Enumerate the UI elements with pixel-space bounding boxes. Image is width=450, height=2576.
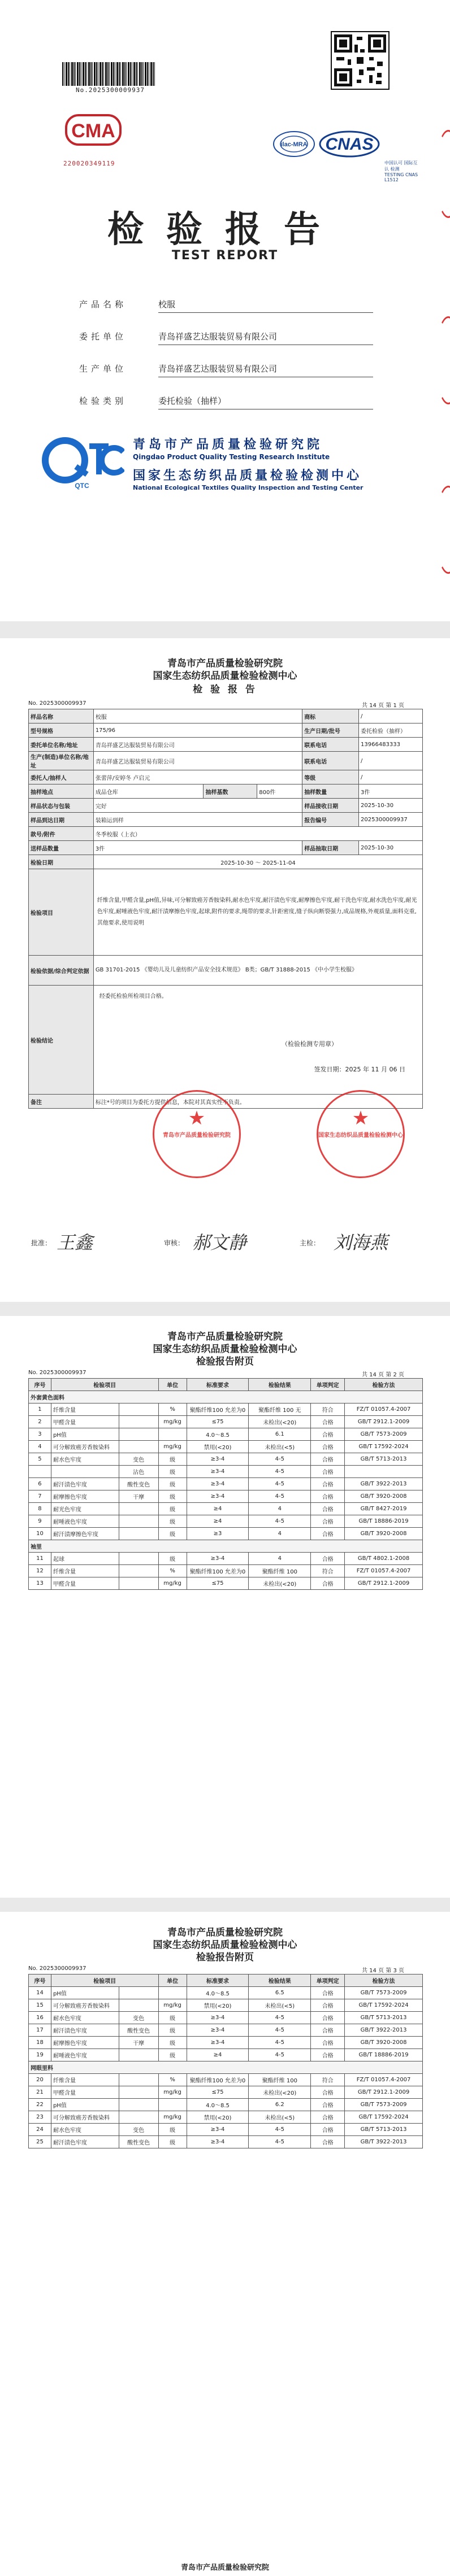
table-row: 送样品数量 3件 样品抽取日期 2025-10-30 [29, 841, 423, 855]
appendix-table [28, 1974, 423, 2148]
sign-date: 签发日期：2025 年 11 月 06 日 [314, 1066, 405, 1073]
appendix-org-1: 青岛市产品质量检验研究院 [167, 1927, 283, 1938]
svg-text:CMA: CMA [71, 120, 115, 142]
stamp-label: （检验检测专用章） [282, 1040, 337, 1048]
client-row: 委托单位 青岛祥盛艺达服装贸易有限公司 [79, 330, 373, 348]
table-row: 样品状态与包装 完好 样品接收日期 2025-10-30 [29, 799, 423, 813]
appendix-org-2: 国家生态纺织品质量检验检测中心 [153, 1939, 297, 1951]
table-row: 备注 标注*号的项目为委托方提供信息，本院对其真实性不负责。 [29, 1095, 423, 1109]
appendix-table [28, 1378, 423, 1590]
table-row: 19 耐唾液色牢度 级 ≥4 4-5 合格 GB/T 18886-2019 [29, 2049, 423, 2061]
test-category-row: 检验类别 委托检验（抽样） [79, 395, 373, 413]
table-row: 8 耐光色牢度 级 ≥4 4 合格 GB/T 8427-2019 [29, 1503, 423, 1515]
table-row: 24 耐水色牢度 变色 级 ≥3-4 4-5 合格 GB/T 5713-2013 [29, 2124, 423, 2136]
table-row: 16 耐水色牢度 变色 级 ≥3-4 4-5 合格 GB/T 5713-2013 [29, 2012, 423, 2024]
svg-text:ilac-MRA: ilac-MRA [280, 141, 308, 148]
table-row: 型号规格 175/96 生产日期/批号 委托检验（抽样） [29, 723, 423, 738]
reviewer-signature: 郝文静 [192, 1232, 247, 1253]
appendix-page-2 [0, 1912, 450, 2576]
table-row: 20 纤维含量 % 聚酯纤维100 允差为0 聚酯纤维 100 符合 FZ/T 01057.4-2007 [29, 2074, 423, 2086]
manufacturer-row: 生产单位 青岛祥盛艺达服装贸易有限公司 [79, 363, 373, 381]
table-row: 检验项目 纤维含量,甲醛含量,pH值,异味,可分解致癌芳香胺染料,耐水色牢度,耐汗渍色牢度,耐摩擦色牢度,耐干洗色牢度,耐水洗色牢度,耐光色牢度,耐唾液色牢度,耐汗渍摩擦色牢度,起球,附件的要求,绳带的要求,针距密度,缝子纵向断裂强力,成品规格,外观质量,面料克重,其他要求,使用说明 [29, 869, 423, 956]
report-org-1: 青岛市产品质量检验研究院 [167, 658, 283, 669]
table-row: 6 耐汗渍色牢度 酸性变色 级 ≥3-4 4-5 合格 GB/T 3922-2013 [29, 1478, 423, 1490]
table-row: 2 甲醛含量 mg/kg ≤75 未检出(<20) 合格 GB/T 2912.1-2009 [29, 1416, 423, 1428]
page-indicator: 共 14 页 第 1 页 [362, 703, 404, 709]
table-row: 5 耐水色牢度 变色 级 ≥3-4 4-5 合格 GB/T 5713-2013 [29, 1453, 423, 1466]
qtc-logo-icon [40, 429, 124, 491]
appendix-title: 检验报告附页 [196, 1356, 254, 1367]
footer-org: 青岛市产品质量检验研究院 [180, 2564, 269, 2572]
product-name-row: 产品名称 校服 [79, 298, 373, 316]
report-subtitle: TEST REPORT [171, 249, 279, 263]
appendix-org-2: 国家生态纺织品质量检验检测中心 [153, 1344, 297, 1355]
table-row: 样品名称 校服 商标 / [29, 709, 423, 723]
report-info-table [28, 709, 423, 1109]
inspector-signature: 刘海燕 [334, 1232, 388, 1253]
table-header: 序号 检验项目 单位 标准要求 检验结果 单项判定 检验方法 [29, 1975, 423, 1987]
barcode-number: No.2025300009937 [76, 86, 145, 94]
org-name-2-en: National Ecological Textiles Quality Inspection and Testing Center [133, 484, 364, 491]
appendix-page-1 [0, 1316, 450, 1898]
page-indicator: 共 14 页 第 2 页 [362, 1372, 404, 1378]
table-row: 委托单位名称/地址 青岛祥盛艺达服装贸易有限公司 联系电话 13966483333 [29, 738, 423, 752]
section-row: 网眼里料 [29, 2061, 423, 2074]
org-name-1-en: Qingdao Product Quality Testing Research Institute [133, 453, 330, 461]
table-row: 1 纤维含量 % 聚酯纤维100 允差为0 聚酯纤维 100 无 符合 FZ/T 01057.4-2007 [29, 1403, 423, 1416]
cma-number: 220020349119 [63, 160, 115, 167]
approve-label: 批准： [31, 1239, 52, 1247]
svg-text:CNAS: CNAS [325, 135, 374, 154]
table-row: 生产(制造)单位名称/地址 青岛祥盛艺达服装贸易有限公司 联系电话 / [29, 752, 423, 770]
table-row: 13 甲醛含量 mg/kg ≤75 未检出(<20) 合格 GB/T 2912.1-2009 [29, 1577, 423, 1590]
table-row: 12 纤维含量 % 聚酯纤维100 允差为0 聚酯纤维 100 符合 FZ/T 01057.4-2007 [29, 1565, 423, 1577]
inspection-stamp: ★ 国家生态纺织品质量检验检测中心 [317, 1090, 405, 1178]
page-indicator: 共 14 页 第 3 页 [362, 1968, 404, 1974]
svg-text:QTC: QTC [75, 482, 89, 490]
section-row: 外套黄色面料 [29, 1391, 423, 1403]
report-page [0, 638, 450, 1302]
table-row: 23 可分解致癌芳香胺染料 mg/kg 禁用(<20) 未检出(<5) 合格 GB/T 17592-2024 [29, 2111, 423, 2124]
org-name-1: 青岛市产品质量检验研究院 [133, 437, 323, 452]
table-row: 抽样地点 成品仓库 抽样基数 800件 抽样数量 3件 [29, 784, 423, 799]
appendix-org-1: 青岛市产品质量检验研究院 [167, 1331, 283, 1343]
review-label: 审核： [164, 1239, 185, 1247]
inspector-label: 主检： [300, 1239, 321, 1247]
table-row: 检验日期 2025-10-30 ～ 2025-11-04 [29, 855, 423, 869]
conclusion-text: 经委托检验所检项目合格。 [99, 993, 167, 1000]
cma-logo-icon [65, 113, 122, 147]
table-row: 22 pH值 4.0～8.5 6.2 合格 GB/T 7573-2009 [29, 2099, 423, 2111]
official-stamp: ★ 青岛市产品质量检验研究院 [153, 1090, 241, 1178]
table-row: 沾色 级 ≥3-4 4-5 合格 [29, 1466, 423, 1478]
table-row: 15 可分解致癌芳香胺染料 mg/kg 禁用(<20) 未检出(<5) 合格 GB/T 17592-2024 [29, 1999, 423, 2012]
report-number: No. 2025300009937 [28, 1965, 86, 1972]
table-header: 序号 检验项目 单位 标准要求 检验结果 单项判定 检验方法 [29, 1379, 423, 1391]
table-row: 14 pH值 4.0～8.5 6.5 合格 GB/T 7573-2009 [29, 1987, 423, 1999]
cnas-subtext: 中国认可 国际互认 检测 TESTING CNAS L1512 [384, 160, 418, 182]
section-row: 袖里 [29, 1540, 423, 1553]
page-edge-seal [435, 316, 450, 404]
report-title: 检 验 报 告 [193, 684, 257, 695]
table-row: 4 可分解致癌芳香胺染料 mg/kg 禁用(<20) 未检出(<5) 合格 GB/T 17592-2024 [29, 1441, 423, 1453]
table-row: 3 pH值 4.0～8.5 6.1 合格 GB/T 7573-2009 [29, 1428, 423, 1441]
appendix-title: 检验报告附页 [196, 1952, 254, 1963]
report-number: No. 2025300009937 [28, 700, 86, 707]
table-row: 委托人/抽样人 张蕾萍/安婷冬 卢启元 等级 / [29, 770, 423, 784]
barcode [62, 62, 155, 86]
table-row: 17 耐汗渍色牢度 酸性变色 级 ≥3-4 4-5 合格 GB/T 3922-2013 [29, 2024, 423, 2037]
table-row: 11 起球 级 ≥3-4 4 合格 GB/T 4802.1-2008 [29, 1553, 423, 1565]
cover-page [0, 0, 450, 621]
table-row: 7 耐摩擦色牢度 干摩 级 ≥3-4 4-5 合格 GB/T 3920-2008 [29, 1490, 423, 1503]
table-row: 样品到达日期 装箱运到样 报告编号 2025300009937 [29, 813, 423, 827]
page-edge-seal [435, 486, 450, 574]
approver-signature: 王鑫 [57, 1232, 93, 1253]
table-row: 款号/附件 冬季校服（上衣） [29, 827, 423, 841]
report-title: 检验报告 [107, 208, 343, 251]
table-row: 9 耐唾液色牢度 级 ≥4 4-5 合格 GB/T 18886-2019 [29, 1515, 423, 1528]
qr-code [331, 31, 390, 90]
table-row: 10 耐汗渍摩擦色牢度 级 ≥3 4 合格 GB/T 3920-2008 [29, 1528, 423, 1540]
table-row: 检验依据/综合判定依据 GB 31701-2015 《婴幼儿及儿童纺织产品安全技术规范》 B类；GB/T 31888-2015 《中小学生校服》 [29, 956, 423, 986]
report-org-2: 国家生态纺织品质量检验检测中心 [153, 670, 297, 682]
table-row: 18 耐摩擦色牢度 干摩 级 ≥3-4 4-5 合格 GB/T 3920-2008 [29, 2037, 423, 2049]
table-row: 25 耐汗渍色牢度 酸性变色 级 ≥3-4 4-5 合格 GB/T 3922-2013 [29, 2136, 423, 2148]
table-row: 检验结论 经委托检验所检项目合格。 （检验检测专用章） 签发日期：2025 年 11 月 06 日 [29, 986, 423, 1095]
report-number: No. 2025300009937 [28, 1370, 86, 1376]
table-row: 21 甲醛含量 mg/kg ≤75 未检出(<20) 合格 GB/T 2912.1-2009 [29, 2086, 423, 2099]
org-name-2: 国家生态纺织品质量检验检测中心 [133, 468, 362, 483]
